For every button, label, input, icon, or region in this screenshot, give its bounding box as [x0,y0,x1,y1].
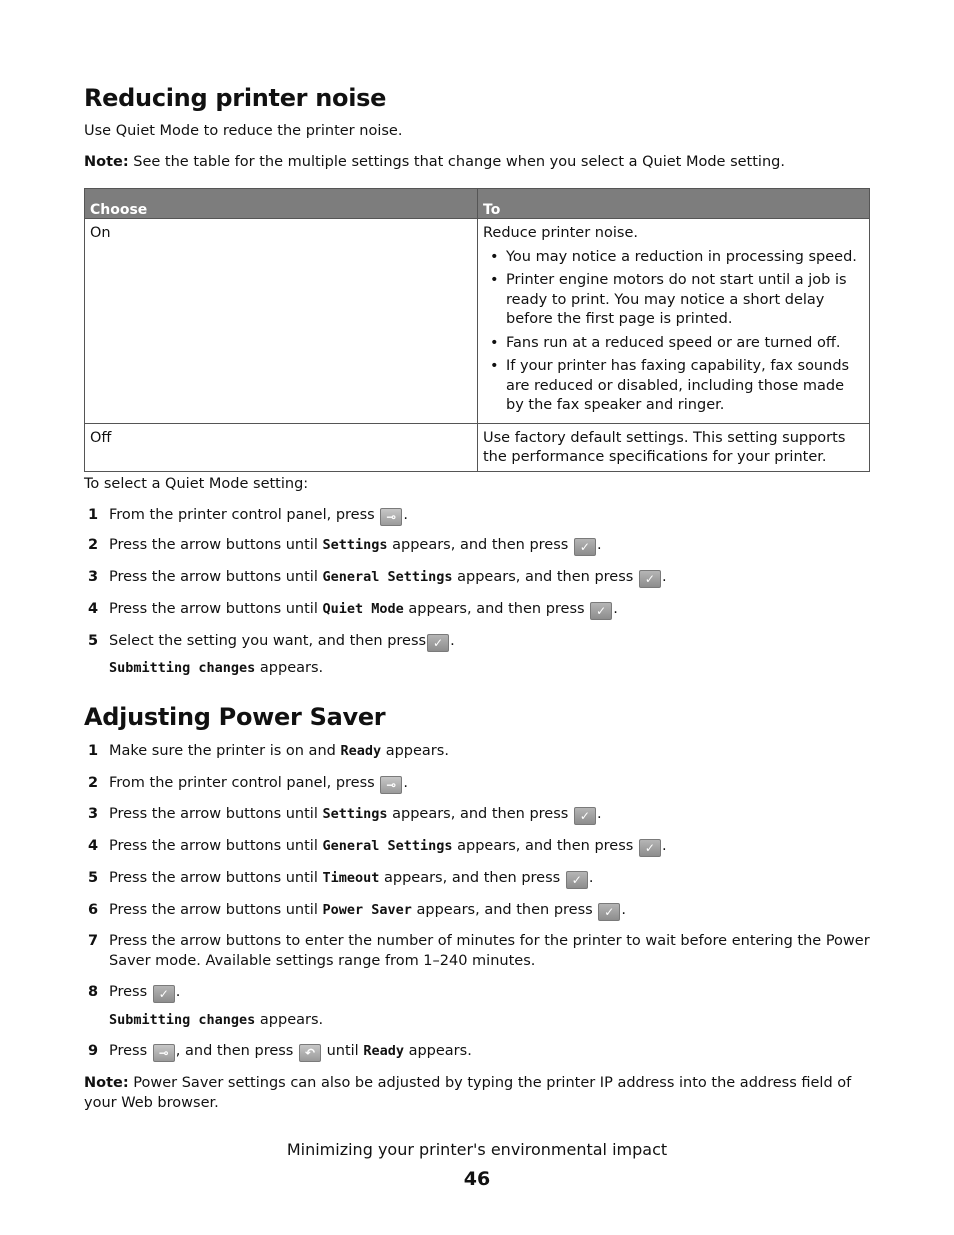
step-number: 5 [88,633,99,649]
step-number: 5 [88,870,99,886]
table-header-row [85,189,870,219]
step-number: 4 [88,838,99,854]
page-number: 46 [463,1168,491,1190]
table-row [85,219,870,424]
section-title-reducing-noise: Reducing printer noise [84,84,387,112]
step-number: 7 [88,933,99,949]
checkmark-icon: ✓ [574,807,596,825]
table-header-to: To [478,189,870,219]
checkmark-icon: ✓ [598,903,620,921]
step-end: . [403,507,408,523]
step-text-mid: , and then press [175,1043,298,1059]
note-paragraph [84,1074,870,1113]
footer-title: Minimizing your printer's environmental impact [286,1140,668,1159]
step-number: 8 [88,984,99,1000]
checkmark-icon: ✓ [590,602,612,620]
step-text-b: appears, and then press [403,601,590,617]
section-title-power-saver: Adjusting Power Saver [84,703,386,731]
step-end: . [661,569,667,585]
note-paragraph [84,153,785,173]
step-number: 3 [88,806,99,822]
step-end: . [621,902,626,918]
step-text: From the printer control panel, press [109,775,380,791]
step-number: 4 [88,601,99,617]
table-header-choose: Choose [85,189,478,219]
note-text: See the table for the multiple settings that change when you select a Quiet Mode setting. [128,154,785,170]
step-text: Press the arrow buttons until [109,569,323,585]
checkmark-icon: ✓ [566,871,588,889]
step-text: Select the setting you want, and then press [109,633,427,649]
step-end: . [588,870,594,886]
step-text-b: appears, and then press [452,569,638,585]
menu-key-icon: ⊸ [153,1044,175,1062]
step-end: . [450,633,455,649]
step-text-b: appears, and then press [452,838,638,854]
step-number: 2 [88,775,99,791]
step-result-text: appears. [255,1012,324,1028]
step-text: Press the arrow buttons until [109,902,323,918]
step-text-b: appears, and then press [379,870,565,886]
list-item: • Fans run at a reduced speed or are turned off. [506,334,864,354]
step-result [109,659,323,679]
step-text-b: appears, and then press [411,902,598,918]
step-text-b: appears. [403,1043,472,1059]
checkmark-icon: ✓ [427,634,449,652]
intro-text: Use Quiet Mode to reduce the printer noise. [84,123,403,139]
step-number: 6 [88,902,99,918]
note-label: Note: [84,1075,129,1091]
step-number: 2 [88,537,99,553]
step-text: Make sure the printer is on and [109,743,341,759]
note-label: Note: [84,154,129,170]
step-text-b: appears. [381,743,449,759]
step-end: . [596,806,602,822]
step-text: Press the arrow buttons until [109,601,323,617]
menu-key-icon: ⊸ [380,776,402,794]
step-code: Quiet Mode [322,601,404,617]
step-end: . [613,601,618,617]
step-code: Submitting changes [109,660,256,676]
list-item: • Printer engine motors do not start until a job is ready to print. You may notice a short delay before the first page is printed. [506,271,864,330]
step-text: Press the arrow buttons until [109,537,323,553]
table-cell-to [478,219,870,424]
step-text: From the printer control panel, press [109,507,380,523]
menu-key-icon: ⊸ [380,508,402,526]
list-item: • You may notice a reduction in processing speed. [506,248,864,268]
step-code: Submitting changes [109,1012,256,1028]
step-result [109,1011,323,1031]
select-intro-text: To select a Quiet Mode setting: [84,476,309,492]
step-text-b: appears, and then press [387,537,573,553]
step-code: Settings [322,537,388,553]
step-end: . [596,537,602,553]
step-text: Press the arrow buttons until [109,870,323,886]
step-text: Press [109,1043,152,1059]
step-text: Press the arrow buttons to enter the number of minutes for the printer to wait before entering the Power Saver mode. Available settings range from 1–240 minutes. [109,933,870,969]
step-number: 3 [88,569,99,585]
bullet-list [483,248,864,416]
step-text: Press the arrow buttons until [109,806,323,822]
step-number: 9 [88,1043,99,1059]
checkmark-icon: ✓ [639,839,661,857]
step-code: Power Saver [322,902,412,918]
table-cell-choose: Off [85,423,478,471]
back-arrow-icon: ↶ [299,1044,321,1062]
step-code: General Settings [322,569,453,585]
step-code: Settings [322,806,388,822]
table-cell-choose: On [85,219,478,424]
step-end: . [661,838,667,854]
checkmark-icon: ✓ [153,985,175,1003]
table-cell-to: Use factory default settings. This setting supports the performance specifications for your printer. [478,423,870,471]
step-text-c: until [321,1043,364,1059]
step-number: 1 [88,507,99,523]
checkmark-icon: ✓ [574,538,596,556]
step-number: 1 [88,743,99,759]
step-code: General Settings [322,838,453,854]
quiet-mode-table [84,188,870,472]
step-code: Ready [340,743,382,759]
step-code: Timeout [322,870,380,886]
list-item: • If your printer has faxing capability, fax sounds are reduced or disabled, including those made by the fax speaker and ringer. [506,357,864,416]
step-end: . [403,775,408,791]
step-text-b: appears, and then press [387,806,573,822]
step-text: Press [109,984,152,1000]
step-result-text: appears. [255,660,324,676]
step-end: . [175,984,181,1000]
note-text: Power Saver settings can also be adjusted by typing the printer IP address into the address field of your Web browser. [84,1075,852,1111]
step-text: Press the arrow buttons until [109,838,323,854]
table-cell-lead: Reduce printer noise. [483,225,638,241]
step-code: Ready [363,1043,404,1059]
checkmark-icon: ✓ [639,570,661,588]
table-row [85,423,870,471]
